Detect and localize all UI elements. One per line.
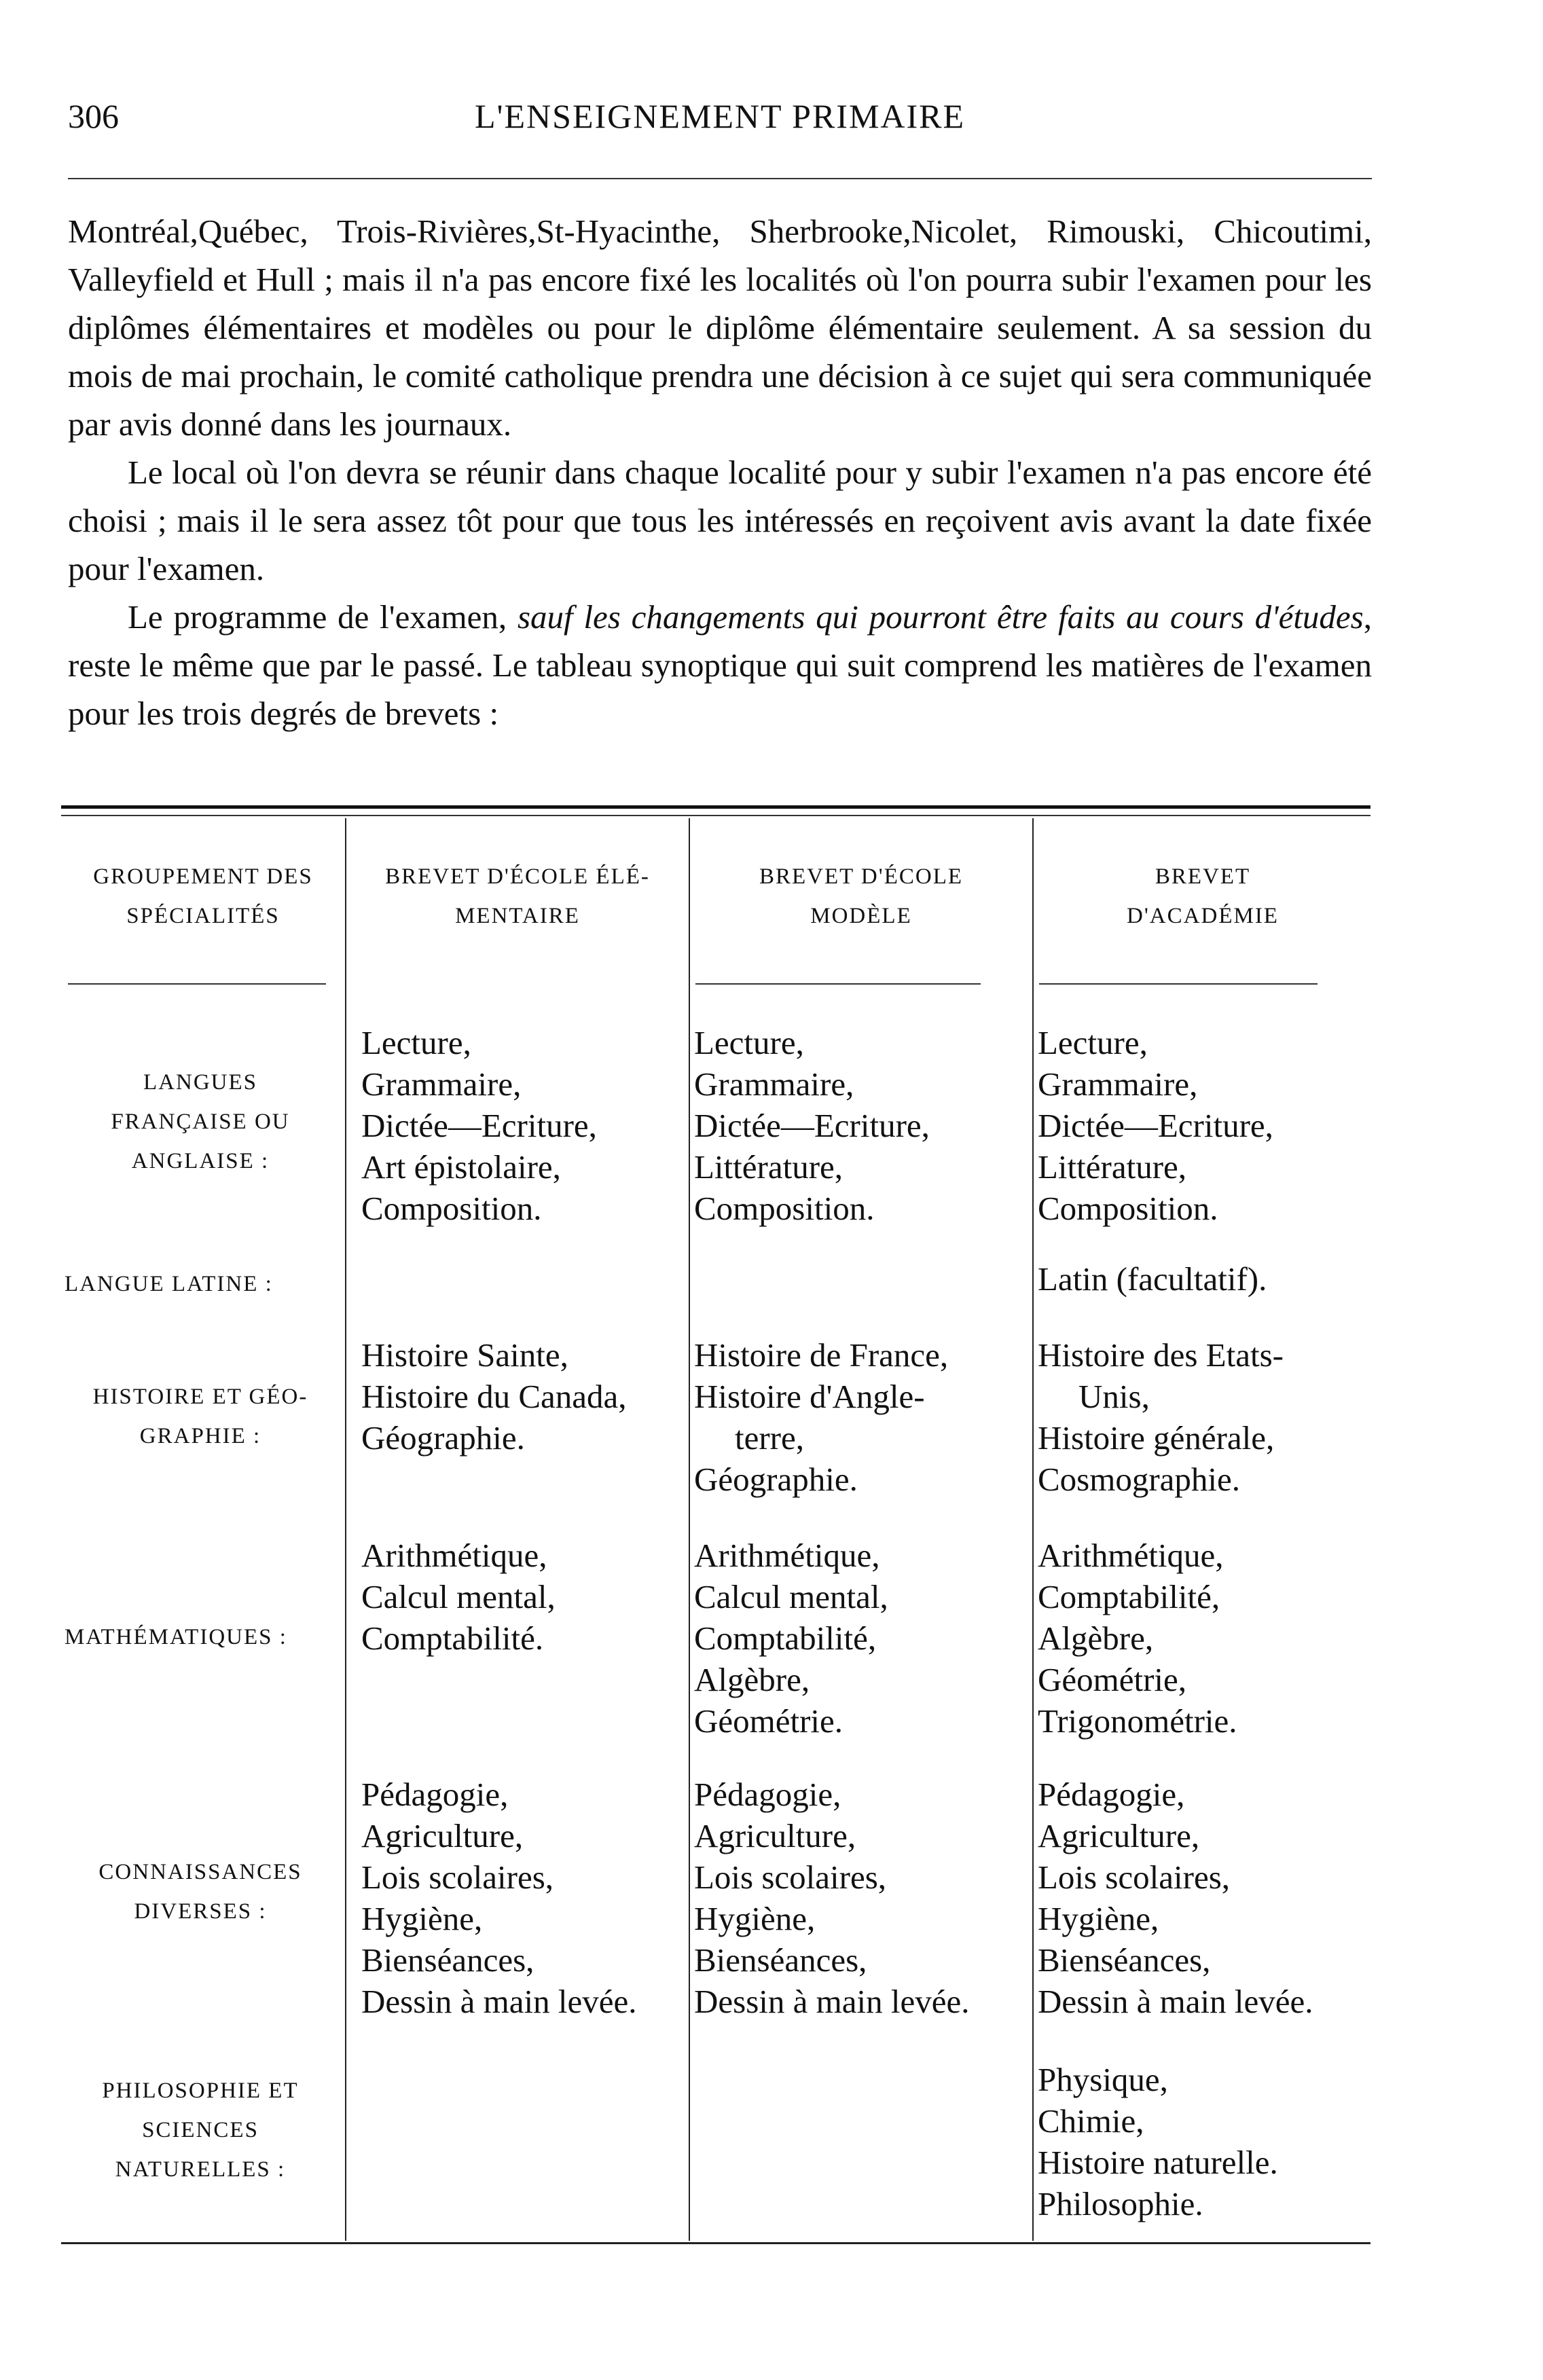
header-line: MENTAIRE <box>455 904 580 928</box>
cell-languages-academy <box>1038 1022 1273 1229</box>
subject: Histoire naturelle. <box>1038 2144 1278 2181</box>
subject: Algèbre, <box>1038 1619 1154 1657</box>
subject: Histoire générale, <box>1038 1419 1275 1457</box>
paragraph-1-line: avis donné dans les journaux. <box>118 405 512 443</box>
group-label: ANGLAISE : <box>131 1149 270 1173</box>
header-line: GROUPEMENT DES <box>93 864 313 889</box>
header-underline <box>695 983 981 985</box>
subject: Pédagogie, <box>694 1776 841 1813</box>
group-label: DIVERSES : <box>134 1899 267 1924</box>
column-divider <box>689 818 690 2241</box>
subject: Bienséances, <box>694 1941 867 1979</box>
cell-general-model <box>694 1774 969 2022</box>
subject: Latin (facultatif). <box>1038 1260 1267 1298</box>
subject: Histoire du Canada, <box>361 1378 627 1415</box>
cell-latin-academy <box>1038 1258 1267 1300</box>
header-line: SPÉCIALITÉS <box>126 904 280 928</box>
subject: Philosophie. <box>1038 2185 1203 2222</box>
subject: Histoire de France, <box>694 1336 949 1374</box>
subject: Arithmétique, <box>694 1537 880 1574</box>
paragraph-2: Le local où l'on devra se réunir dans chaque localité pour y subir l'examen n'a pas encore été choisi ; mais il le sera assez tôt pour que tous les intéressés en reçoivent avis avant la date fixée pour l'examen. <box>68 454 1372 587</box>
subject: Géométrie. <box>694 1702 843 1740</box>
running-title: L'ENSEIGNEMENT PRIMAIRE <box>474 97 966 135</box>
header-underline <box>68 983 326 985</box>
cell-history-model <box>694 1334 948 1500</box>
subject: Dessin à main levée. <box>1038 1983 1313 2020</box>
group-latin <box>65 1264 336 1304</box>
group-mathematics <box>65 1617 336 1657</box>
header-rule <box>68 178 1372 179</box>
group-label: PHILOSOPHIE ET <box>102 2079 299 2103</box>
cell-philosophy-academy <box>1038 2059 1278 2225</box>
subject: Lois scolaires, <box>694 1859 887 1896</box>
subject: Composition. <box>694 1190 875 1227</box>
paragraph-1-line: le diplôme élémentaire seulement. A sa session du mois de mai prochain, le <box>68 309 1372 395</box>
cell-general-academy <box>1038 1774 1313 2022</box>
subject: Arithmétique, <box>361 1537 547 1574</box>
paragraph-3-end: , reste le même que par le passé. Le tableau synoptique qui suit comprend les matières de l'examen pour les trois degrés de brevets : <box>68 598 1372 732</box>
cell-math-elementary <box>361 1535 556 1659</box>
paragraph-3-start: Le programme de l'examen, <box>128 598 518 636</box>
subject: Hygiène, <box>361 1900 483 1937</box>
cell-languages-model <box>694 1022 930 1229</box>
body-text <box>68 207 1372 737</box>
group-label: LANGUE LATINE : <box>65 1272 273 1296</box>
subject: Cosmographie. <box>1038 1461 1241 1498</box>
header-academy <box>1035 857 1370 936</box>
paragraph-1 <box>68 207 1372 448</box>
header-line: BREVET D'ÉCOLE ÉLÉ- <box>385 864 650 889</box>
cell-history-academy <box>1038 1334 1284 1500</box>
group-label: LANGUES <box>143 1070 257 1095</box>
subject: Chimie, <box>1038 2102 1144 2140</box>
group-label: SCIENCES <box>142 2118 259 2142</box>
subject: Comptabilité, <box>694 1619 877 1657</box>
header-model <box>691 857 1031 936</box>
column-divider <box>1032 818 1034 2241</box>
subject: Physique, <box>1038 2061 1168 2098</box>
header-line: MODÈLE <box>810 904 912 928</box>
paragraph-3 <box>68 593 1372 737</box>
subject: Histoire d'Angle- <box>694 1378 925 1415</box>
paragraph-1-line: l'on pourra subir l'examen pour les diplômes élémentaires et modèles ou pour <box>68 261 1372 346</box>
subject: Art épistolaire, <box>361 1148 561 1186</box>
header-line: BREVET D'ÉCOLE <box>759 864 964 889</box>
subject: Littérature, <box>1038 1148 1187 1186</box>
subject: Comptabilité. <box>361 1619 544 1657</box>
subject: Dictée—Ecriture, <box>694 1107 930 1144</box>
paragraph-1-line: comité catholique prendra une décision à ce sujet qui sera communiquée par <box>68 357 1372 443</box>
subject: Lois scolaires, <box>1038 1859 1231 1896</box>
cell-history-elementary <box>361 1334 627 1459</box>
subject: Hygiène, <box>694 1900 816 1937</box>
group-history-geography <box>65 1377 336 1456</box>
subject: Géographie. <box>361 1419 525 1457</box>
subject: Pédagogie, <box>361 1776 509 1813</box>
subject: Histoire des Etats- <box>1038 1336 1284 1374</box>
paragraph-3-italic: sauf les changements qui pourront être faits au cours d'études <box>517 598 1364 636</box>
header-groups <box>61 857 345 936</box>
header-underline <box>1039 983 1318 985</box>
subject: Agriculture, <box>1038 1817 1200 1854</box>
cell-languages-elementary <box>361 1022 597 1229</box>
subject: Littérature, <box>694 1148 843 1186</box>
group-label: HISTOIRE ET GÉO- <box>92 1385 308 1409</box>
subject: Trigonométrie. <box>1038 1702 1237 1740</box>
subject: Arithmétique, <box>1038 1537 1224 1574</box>
paragraph-1-line: Chicoutimi, Valleyfield et Hull ; mais il n'a pas encore fixé les localités où <box>68 213 1373 298</box>
subject: Lois scolaires, <box>361 1859 554 1896</box>
subject: Histoire Sainte, <box>361 1336 568 1374</box>
subject: Unis, <box>1078 1378 1150 1415</box>
subject: Dictée—Ecriture, <box>1038 1107 1273 1144</box>
subject: Dictée—Ecriture, <box>361 1107 597 1144</box>
column-divider <box>345 818 346 2241</box>
subject: Lecture, <box>361 1024 471 1061</box>
subject: Algèbre, <box>694 1661 810 1698</box>
group-general-knowledge <box>65 1852 336 1931</box>
subject: Géographie. <box>694 1461 858 1498</box>
subject: Calcul mental, <box>694 1578 888 1615</box>
subject: Agriculture, <box>694 1817 856 1854</box>
subject: Agriculture, <box>361 1817 524 1854</box>
subject: Lecture, <box>694 1024 804 1061</box>
cell-math-academy <box>1038 1535 1237 1742</box>
subject: Bienséances, <box>361 1941 534 1979</box>
subject: Comptabilité, <box>1038 1578 1220 1615</box>
paragraph-1-line: Montréal,Québec, Trois-Rivières,St-Hyacinthe, Sherbrooke,Nicolet, Rimouski, <box>68 213 1185 250</box>
header-line: D'ACADÉMIE <box>1127 904 1279 928</box>
cell-math-model <box>694 1535 888 1742</box>
header-line: BREVET <box>1155 864 1251 889</box>
group-label: NATURELLES : <box>115 2157 286 2182</box>
group-languages <box>65 1063 336 1181</box>
table-bottom-rule <box>61 2242 1370 2244</box>
subject: Grammaire, <box>694 1065 854 1103</box>
subject: Géométrie, <box>1038 1661 1187 1698</box>
subject: terre, <box>735 1419 804 1457</box>
group-label: CONNAISSANCES <box>98 1860 302 1884</box>
subject: Lecture, <box>1038 1024 1148 1061</box>
subject: Hygiène, <box>1038 1900 1159 1937</box>
table-top-rule <box>61 805 1370 809</box>
subject: Grammaire, <box>361 1065 522 1103</box>
subject: Dessin à main levée. <box>694 1983 970 2020</box>
subject: Composition. <box>1038 1190 1218 1227</box>
header-elementary <box>348 857 687 936</box>
group-philosophy-sciences <box>65 2071 336 2189</box>
group-label: MATHÉMATIQUES : <box>65 1625 287 1649</box>
page-number: 306 <box>68 97 119 135</box>
group-label: GRAPHIE : <box>139 1424 261 1448</box>
cell-general-elementary <box>361 1774 636 2022</box>
subject: Grammaire, <box>1038 1065 1198 1103</box>
subject: Calcul mental, <box>361 1578 556 1615</box>
subject: Bienséances, <box>1038 1941 1211 1979</box>
subject: Composition. <box>361 1190 542 1227</box>
table-top-rule-thin <box>61 815 1370 816</box>
subject: Pédagogie, <box>1038 1776 1185 1813</box>
group-label: FRANÇAISE OU <box>111 1110 290 1134</box>
running-head <box>68 96 1372 144</box>
subject: Dessin à main levée. <box>361 1983 637 2020</box>
